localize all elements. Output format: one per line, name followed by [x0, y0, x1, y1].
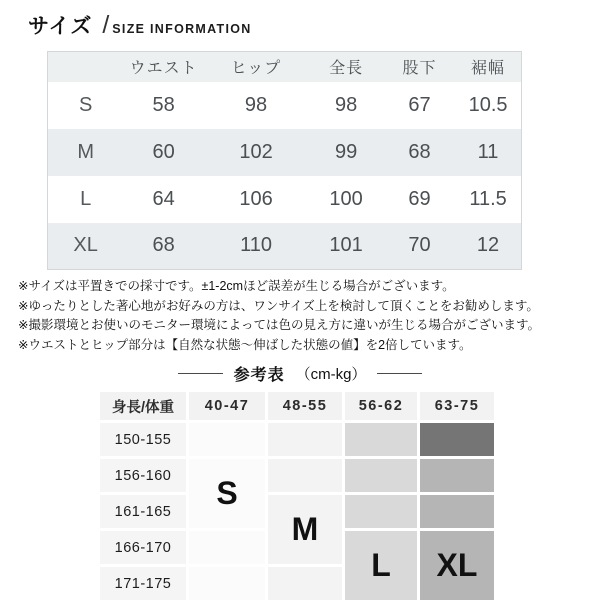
reference-title-text: 参考表 [233, 367, 285, 384]
xl-waist: 68 [152, 234, 175, 257]
height-label-166-170: 166-170 [100, 531, 186, 564]
m-inseam: 68 [408, 140, 431, 163]
title-english: SIZE INFORMATION [112, 22, 252, 36]
size-row-s [48, 82, 522, 129]
size-table-header-row [48, 52, 522, 82]
m-hem-width: 11 [477, 140, 499, 163]
height-label-156-160: 156-160 [100, 459, 186, 492]
cell-156-160-56-62 [345, 459, 417, 492]
note-waist-hip-doubled: ※ウエストとヒップ部分は【自然な状態〜伸ばした状態の値】を2倍しています。 [18, 337, 472, 352]
m-total-length: 99 [334, 140, 358, 163]
left-divider-line [178, 373, 223, 374]
header-hip: ヒップ [204, 52, 308, 82]
s-inseam: 67 [408, 93, 431, 116]
cell-150-155-63-75-dark [420, 423, 494, 456]
s-total-length: 98 [334, 93, 358, 116]
xl-hip: 110 [240, 234, 272, 257]
cell-156-160-63-75 [420, 459, 494, 492]
size-row-l [48, 176, 522, 223]
header-height-weight: 身長/体重 [100, 392, 186, 420]
cell-150-155-40-47 [189, 423, 265, 456]
note-size-up-recommendation: ※ゆったりとした著心地がお好みの方は、ワンサイズ上を検討して頂くことをお勧めします。 [18, 298, 539, 313]
size-label-s: S [78, 93, 93, 116]
reference-unit-text: （cm-kg） [295, 366, 367, 383]
l-waist: 64 [152, 187, 175, 210]
l-total-length: 100 [329, 187, 363, 210]
page-title [0, 0, 600, 40]
height-weight-reference-table [97, 389, 497, 603]
reference-table-title [0, 362, 600, 385]
s-hem-width: 10.5 [468, 93, 508, 116]
header-weight-56-62: 56-62 [345, 392, 417, 420]
cell-161-165-63-75 [420, 495, 494, 528]
notes-section [18, 277, 600, 355]
cell-150-155-48-55 [268, 423, 342, 456]
note-measurement-tolerance: ※サイズは平置きでの採寸です。±1-2cmほど誤差が生じる場合がございます。 [18, 279, 455, 293]
cell-156-160-48-55 [268, 459, 342, 492]
height-label-150-155: 150-155 [100, 423, 186, 456]
header-waist: ウエスト [123, 52, 204, 82]
s-waist: 58 [152, 93, 175, 116]
s-hip: 98 [244, 93, 268, 116]
size-row-xl [48, 223, 522, 270]
m-hip: 102 [239, 140, 273, 163]
height-row-161-165 [100, 495, 494, 528]
reference-header-row [100, 392, 494, 420]
height-label-161-165: 161-165 [100, 495, 186, 528]
l-inseam: 69 [408, 187, 431, 210]
xl-total-length: 101 [329, 234, 363, 257]
cell-171-175-48-55 [268, 567, 342, 600]
header-weight-63-75: 63-75 [420, 392, 494, 420]
l-hip: 106 [239, 187, 273, 210]
header-weight-40-47: 40-47 [189, 392, 265, 420]
height-row-156-160 [100, 459, 494, 492]
size-measurements-table [47, 51, 522, 270]
size-label-m: M [77, 140, 94, 163]
size-zone-m: M [268, 495, 342, 564]
size-zone-l: L [345, 531, 417, 600]
xl-inseam: 70 [408, 234, 431, 257]
header-size-col [48, 52, 124, 82]
title-japanese: サイズ [28, 15, 93, 38]
cell-166-170-40-47 [189, 531, 265, 564]
size-row-m [48, 129, 522, 176]
xl-hem-width: 12 [476, 234, 500, 257]
note-monitor-color: ※撮影環境とお使いのモニター環境によっては色の見え方に違いが生じる場合がございます。 [18, 318, 540, 332]
cell-150-155-56-62 [345, 423, 417, 456]
header-total-length: 全長 [308, 52, 384, 82]
height-row-150-155 [100, 423, 494, 456]
right-divider-line [377, 373, 422, 374]
header-hem-width: 裾幅 [455, 52, 521, 82]
header-weight-48-55: 48-55 [268, 392, 342, 420]
cell-171-175-40-47 [189, 567, 265, 600]
cell-161-165-56-62 [345, 495, 417, 528]
height-label-171-175: 171-175 [100, 567, 186, 600]
size-label-xl: XL [73, 234, 98, 257]
m-waist: 60 [152, 140, 175, 163]
size-zone-s: S [189, 459, 265, 528]
size-label-l: L [80, 187, 92, 210]
l-hem-width: 11.5 [469, 187, 507, 210]
title-slash-divider: / [102, 11, 110, 39]
header-inseam: 股下 [384, 52, 455, 82]
size-zone-xl: XL [420, 531, 494, 600]
